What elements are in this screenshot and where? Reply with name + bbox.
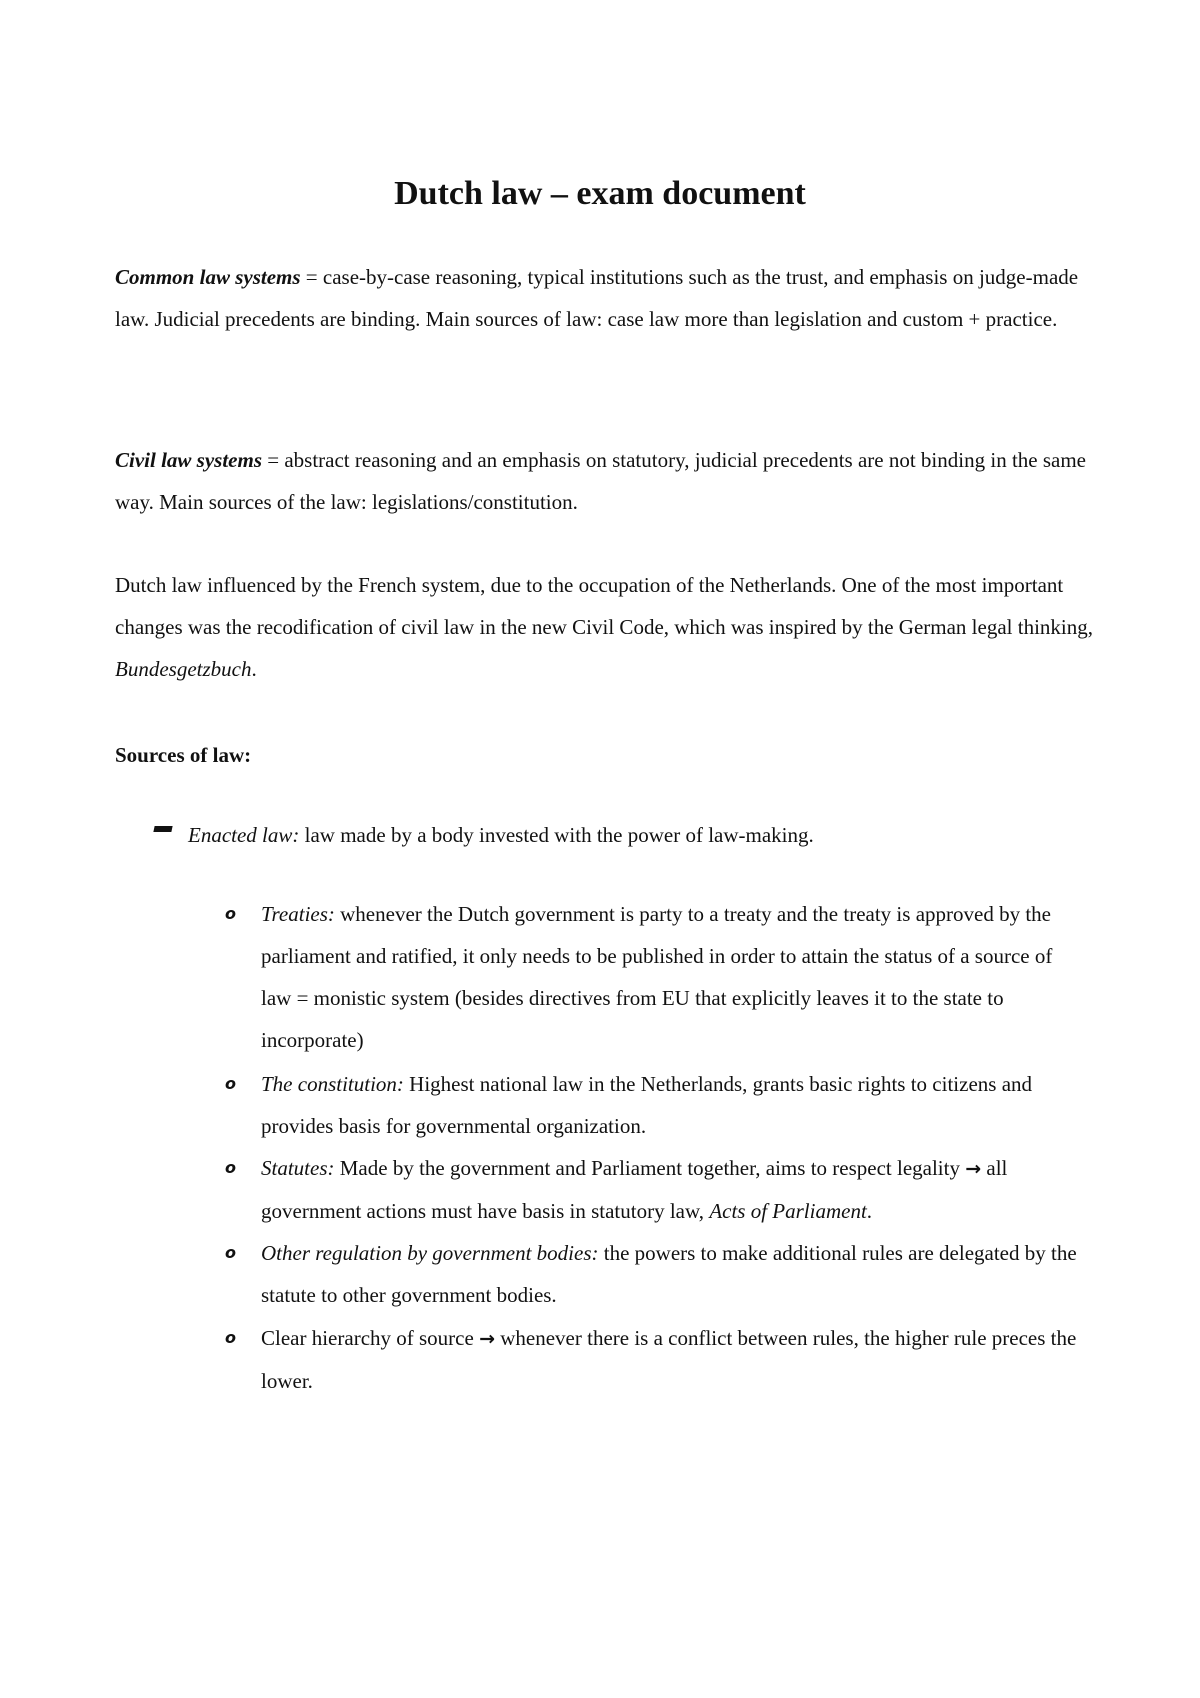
arrow-right-icon: →: [479, 1328, 495, 1350]
dutch-law-text: Dutch law influenced by the French system, due to the occupation of the Netherlands. One of the most important changes was the recodification of civil law in the new Civil Code, which was inspired by the German legal thinking,: [115, 573, 1093, 639]
document-title: Dutch law – exam document: [394, 175, 806, 212]
hierarchy-text: Clear hierarchy of source: [261, 1326, 480, 1350]
enacted-law-text: law made by a body invested with the power of law-making.: [299, 823, 814, 847]
term-statutes: Statutes:: [261, 1156, 335, 1180]
dash-bullet-icon: [153, 826, 172, 832]
list-item-constitution: [261, 1063, 1081, 1147]
constitution-text: Highest national law in the Netherlands, grants basic rights to citizens and provides basis for governmental organization.: [261, 1072, 1033, 1138]
list-item-statutes: [261, 1147, 1081, 1232]
term-civil-law: Civil law systems: [115, 448, 262, 472]
term-enacted-law: Enacted law:: [188, 823, 300, 847]
civil-law-text: = abstract reasoning and an emphasis on statutory, judicial precedents are not binding in the same way. Main sources of the law: legislations/constitution.: [115, 448, 1086, 514]
sources-heading: Sources of law:: [115, 743, 252, 767]
enacted-law-item: [188, 814, 1088, 856]
circle-bullet-icon: o: [225, 1074, 236, 1093]
circle-bullet-icon: o: [225, 1243, 236, 1262]
statutes-end: .: [866, 1199, 873, 1223]
arrow-right-icon: →: [965, 1158, 982, 1180]
term-bundesgetzbuch: Bundesgetzbuch: [115, 657, 252, 681]
term-other-regulation: Other regulation by government bodies:: [261, 1241, 599, 1265]
circle-bullet-icon: o: [225, 1158, 236, 1177]
paragraph-civil-law: [115, 439, 1105, 523]
paragraph-common-law: [115, 256, 1105, 340]
term-treaties: Treaties:: [261, 902, 335, 926]
term-acts-of-parliament: Acts of Parliament: [709, 1199, 867, 1223]
other-regulation-text: the powers to make additional rules are delegated by the statute to other government bodies.: [261, 1241, 1077, 1307]
statutes-text-2: all government actions must have basis in statutory law,: [261, 1156, 1008, 1223]
list-item-treaties: [261, 893, 1081, 1061]
hierarchy-text-2: whenever there is a conflict between rules, the higher rule preces the lower.: [261, 1326, 1077, 1393]
common-law-text: = case-by-case reasoning, typical institutions such as the trust, and emphasis on judge-made law. Judicial precedents are binding. Main sources of law: case law more than legislation and custom + practice.: [115, 265, 1079, 331]
list-item-other-regulation: [261, 1232, 1081, 1316]
circle-bullet-icon: o: [225, 904, 236, 923]
term-common-law: Common law systems: [115, 265, 301, 289]
list-item-hierarchy: [261, 1317, 1081, 1402]
paragraph-dutch-law: [115, 564, 1105, 690]
treaties-text: whenever the Dutch government is party to a treaty and the treaty is approved by the parliament and ratified, it only needs to be published in order to attain the status of a source of law = monistic system (besides directives from EU that explicitly leaves it to the state to incorporate): [261, 902, 1053, 1052]
dutch-law-end: .: [251, 657, 257, 681]
statutes-text: Made by the government and Parliament together, aims to respect legality: [334, 1156, 966, 1180]
term-constitution: The constitution:: [261, 1072, 404, 1096]
circle-bullet-icon: o: [225, 1328, 236, 1347]
